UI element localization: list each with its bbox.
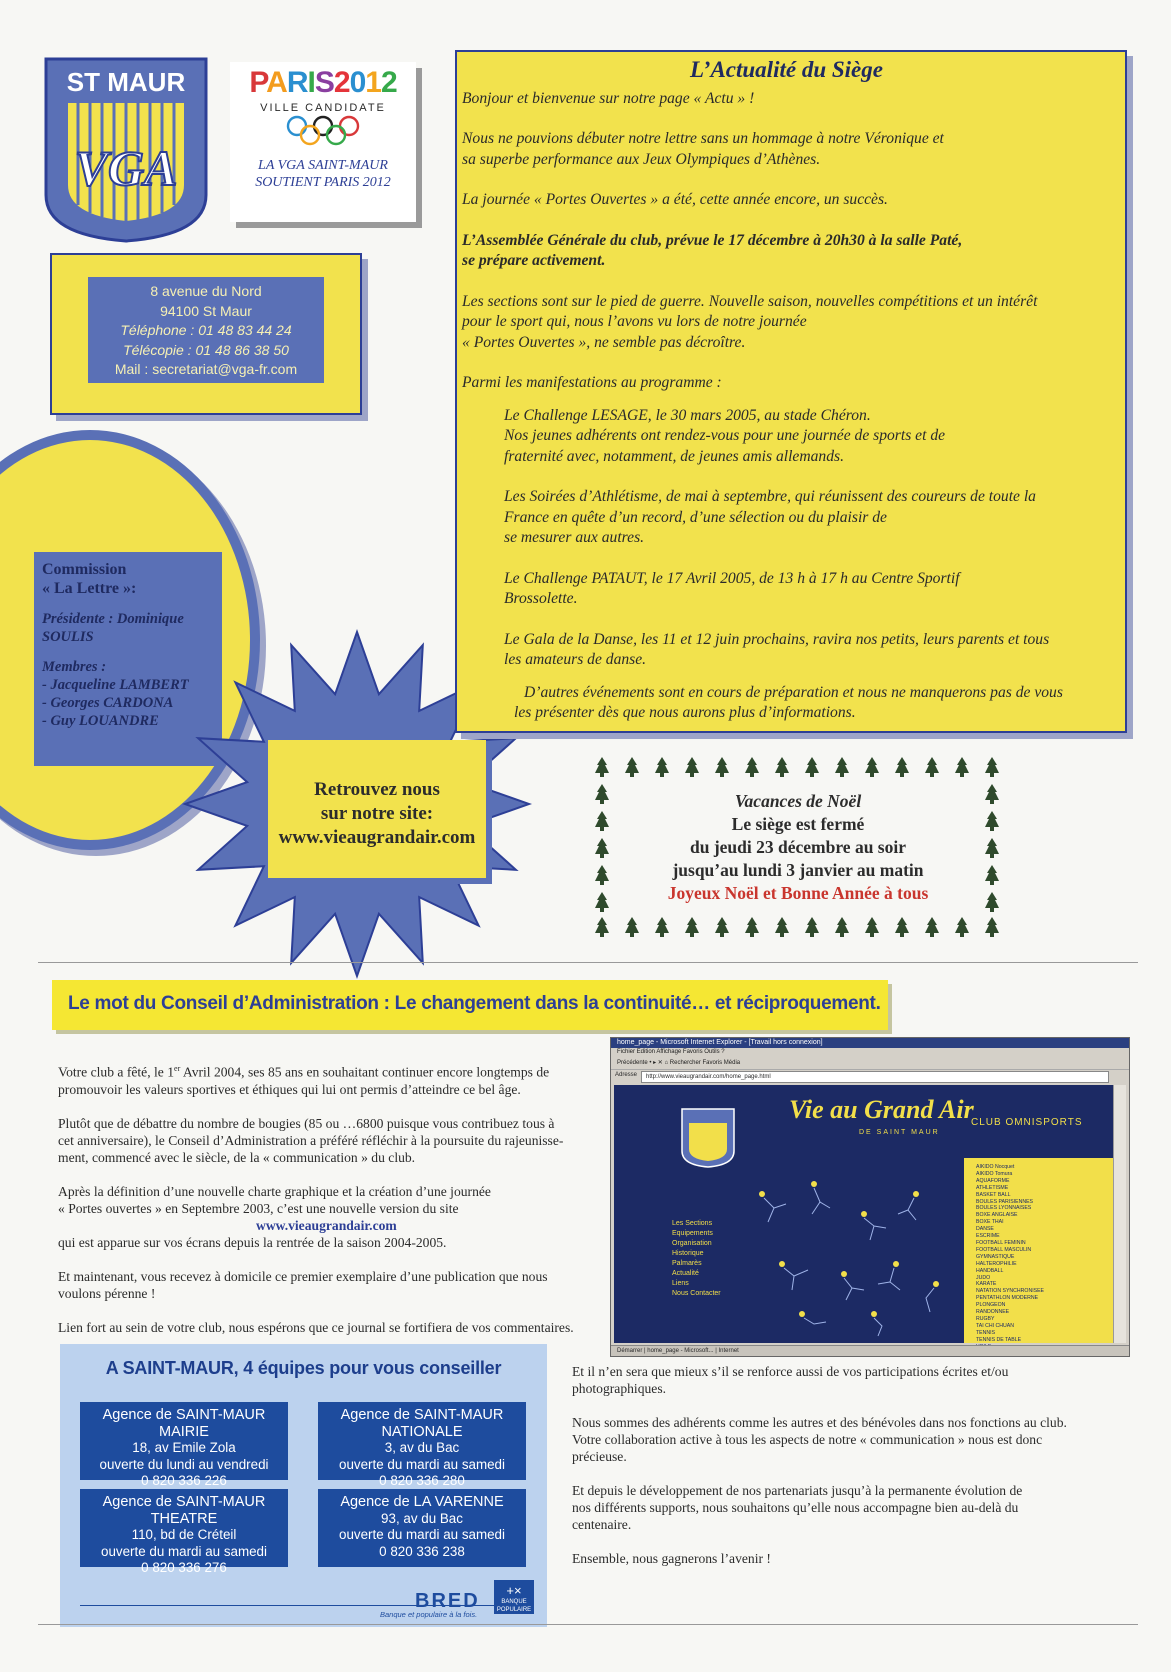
site-section-item[interactable]: BOXE THAI <box>976 1219 1004 1226</box>
site-section-item[interactable]: TENNIS <box>976 1329 996 1336</box>
tree-icon <box>925 757 939 777</box>
noel-line: Le siège est fermé <box>731 814 865 834</box>
tree-icon <box>595 757 609 777</box>
site-section-item[interactable]: BOULES PARISIENNES <box>976 1198 1033 1205</box>
site-section-item[interactable]: DANSE <box>976 1226 994 1233</box>
site-section-item[interactable]: FOOTBALL MASCULIN <box>976 1246 1032 1253</box>
conseil-paragraph: Lien fort au sein de votre club, nous espérons que ce journal se fortifiera de vos commentaires. <box>58 1319 574 1335</box>
agency-name: Agence de SAINT-MAUR MAIRIE <box>102 1407 266 1440</box>
tree-icon <box>985 838 999 858</box>
browser-address-label: Adresse <box>615 1072 638 1078</box>
tree-icon <box>595 838 609 858</box>
event-pataut: Le Challenge PATAUT, le 17 Avril 2005, de 13 h à 17 h au Centre Sportif Brossolette. <box>504 569 960 607</box>
agency-name: Agence de SAINT-MAUR THEATRE <box>102 1494 266 1527</box>
commission-title-line1: Commission <box>42 561 127 578</box>
agency-card <box>80 1489 288 1575</box>
tree-icon <box>685 757 699 777</box>
website-screenshot <box>610 1037 1130 1357</box>
tree-icon <box>865 917 879 937</box>
tree-icon <box>595 917 609 937</box>
agency-address: 93, av du Bac <box>381 1510 463 1526</box>
agency-phone: 0 820 336 226 <box>141 1473 227 1488</box>
tree-icon <box>595 811 609 831</box>
tree-icon <box>895 757 909 777</box>
site-section-item[interactable]: HANDBALL <box>976 1267 1004 1274</box>
agency-hours: ouverte du lundi au vendredi <box>99 1456 269 1472</box>
site-section-item[interactable]: RANDONNEE <box>976 1309 1010 1316</box>
paris-support-line1: LA VGA SAINT-MAUR <box>258 158 388 173</box>
site-nav-item[interactable]: Les Sections <box>672 1220 713 1227</box>
tree-icon <box>985 865 999 885</box>
tree-icon <box>655 917 669 937</box>
conseil-right-column <box>572 1363 1092 1584</box>
logo-mark-text: VGA <box>74 140 178 196</box>
address-fax: Télécopie : 01 48 86 38 50 <box>123 341 289 358</box>
address-box <box>88 277 324 383</box>
site-section-item[interactable]: TENNIS DE TABLE <box>976 1336 1022 1343</box>
tree-icon <box>625 757 639 777</box>
tree-icon <box>595 784 609 804</box>
conseil-paragraph: Et depuis le développement de nos partenariats jusqu’à la permanente évolution de nos différents supports, nous souhaitons qu’elle nous accompagne bien au-delà du centenaire. <box>572 1483 1023 1532</box>
browser-taskbar: Démarrer | home_page - Microsoft... | Internet <box>611 1345 1129 1356</box>
browser-scrollbar <box>1113 1085 1126 1343</box>
logo-top-text: ST MAUR <box>66 67 186 97</box>
paris-2012-title: PARIS2012 <box>249 66 397 99</box>
agency-address: 110, bd de Créteil <box>131 1527 237 1542</box>
conseil-paragraph: Votre club a fêté, le 1er Avril 2004, ses 85 ans en souhaitant continuer encore longtemps de promouvoir les valeurs sportives et éthiques qui lui ont permis d’atteindre ce bel âge. <box>58 1064 550 1097</box>
paris-subtitle: VILLE CANDIDATE <box>260 102 386 114</box>
site-nav <box>672 1219 721 1299</box>
conseil-paragraph: Ensemble, nous gagnerons l’avenir ! <box>572 1551 771 1566</box>
noel-wish: Joyeux Noël et Bonne Année à tous <box>667 883 929 903</box>
address-city: 94100 St Maur <box>160 302 252 319</box>
athletes-illustration <box>744 1158 964 1343</box>
noel-line: jusqu’au lundi 3 janvier au matin <box>672 860 924 880</box>
divider <box>38 962 1138 963</box>
paris-2012-card <box>230 62 416 222</box>
browser-menu: Fichier Edition Affichage Favoris Outils ? <box>617 1049 725 1055</box>
commission-title-line2: « La Lettre »: <box>42 580 137 597</box>
site-subtitle: DE SAINT MAUR <box>859 1129 940 1136</box>
tree-icon <box>595 865 609 885</box>
tree-icon <box>985 811 999 831</box>
tree-icon <box>715 917 729 937</box>
agency-phone: 0 820 336 276 <box>141 1560 227 1575</box>
bred-mark-text: BANQUE POPULAIRE <box>496 1599 532 1613</box>
actualite-paragraph: Parmi les manifestations au programme : <box>462 374 722 391</box>
site-nav-item[interactable]: Historique <box>672 1250 704 1257</box>
browser-toolbar: Précédente • ▸ ✕ ⌂ Rechercher Favoris Média <box>611 1057 1129 1070</box>
actualite-closing: D’autres événements sont en cours de préparation et nous ne manquerons pas de vous les présenter dès que nous aurons plus d’informations. <box>514 683 1063 721</box>
browser-address-field: http://www.vieaugrandair.com/home_page.html <box>641 1071 1109 1083</box>
actualite-paragraph: La journée « Portes Ouvertes » a été, cette année encore, un succès. <box>462 191 888 208</box>
tree-icon <box>715 757 729 777</box>
site-nav-item[interactable]: Actualité <box>672 1270 699 1277</box>
site-section-item[interactable]: BOULES LYONNAISES <box>976 1205 1032 1212</box>
tree-icon <box>745 757 759 777</box>
actualite-assemblee: L’Assemblée Générale du club, prévue le 17 décembre à 20h30 à la salle Paté, se prépare activement. <box>462 231 963 269</box>
conseil-paragraph: Nous sommes des adhérents comme les autres et des bénévoles dans nos fonctions au club. Votre collaboration active à tous les aspects de notre « communication » nous est donc précieuse. <box>572 1415 1067 1464</box>
event-athletisme: Les Soirées d’Athlétisme, de mai à septembre, qui réunissent des coureurs de toute la France en quête d’un record, d’une sélection ou du plaisir de se mesurer aux autres. <box>504 488 1036 546</box>
site-section-item[interactable]: AIKIDO Nocquet <box>976 1164 1015 1170</box>
site-section-item[interactable]: PENTATHLON MODERNE <box>976 1295 1039 1302</box>
tree-icon <box>985 784 999 804</box>
site-nav-item[interactable]: Nous Contacter <box>672 1290 721 1297</box>
tree-icon <box>745 917 759 937</box>
site-section-item[interactable]: PLONGEON <box>976 1302 1006 1309</box>
agency-name: Agence de SAINT-MAUR NATIONALE <box>340 1407 504 1440</box>
bred-logo: BRED <box>415 1590 480 1612</box>
site-section-item[interactable]: BOXE ANGLAISE <box>976 1212 1018 1219</box>
site-section-item[interactable]: TAI CHI CHUAN <box>976 1322 1014 1329</box>
tree-icon <box>805 917 819 937</box>
site-section-item[interactable]: ATHLETISME <box>976 1184 1009 1191</box>
tree-icon <box>835 757 849 777</box>
site-promo-url[interactable]: www.vieaugrandair.com <box>278 827 476 848</box>
tree-icon <box>985 892 999 912</box>
address-mail: Mail : secretariat@vga-fr.com <box>114 361 298 377</box>
paris-support-line2: SOUTIENT PARIS 2012 <box>255 175 391 190</box>
commission-members-label: Membres : <box>42 659 107 675</box>
tree-icon <box>955 757 969 777</box>
tree-icon <box>835 917 849 937</box>
commission-member: - Georges CARDONA <box>42 695 174 711</box>
commission-member: - Guy LOUANDRE <box>42 713 159 729</box>
address-street: 8 avenue du Nord <box>150 283 262 299</box>
actualite-paragraph: Bonjour et bienvenue sur notre page « Actu » ! <box>462 89 755 107</box>
plus-icon: +× <box>506 1583 522 1598</box>
agency-phone: 0 820 336 280 <box>379 1473 465 1488</box>
agency-card <box>318 1402 526 1488</box>
tree-icon <box>685 917 699 937</box>
conseil-paragraph: Plutôt que de débattre du nombre de bougies (85 ou …6800 puisque vous contribuez tous à cet anniversaire), le Conseil d’Administration a préféré réfléchir à la poursuite du rajeunisse- ment, commencé avec le siècle, de la « communication » du club. <box>58 1115 564 1165</box>
commission-president-label: Présidente : Dominique <box>42 611 184 627</box>
site-section-item[interactable]: AIKIDO Tomura <box>976 1170 1013 1177</box>
banque-populaire-logo <box>494 1580 534 1614</box>
tree-icon <box>985 757 999 777</box>
agency-hours: ouverte du mardi au samedi <box>339 1527 505 1542</box>
actualite-box <box>455 50 1127 733</box>
commission-member: - Jacqueline LAMBERT <box>42 677 189 693</box>
noel-box <box>620 790 976 905</box>
site-section-item[interactable]: HALTEROPHILIE <box>976 1260 1017 1267</box>
footer-divider <box>38 1624 1138 1625</box>
tree-icon <box>895 917 909 937</box>
agency-card <box>80 1402 288 1488</box>
site-promo-line1: Retrouvez nous <box>314 779 440 800</box>
actualite-paragraph: Les sections sont sur le pied de guerre. Nouvelle saison, nouvelles compétitions et un intérêt pour le sport qui, nous l’avons vu lors de notre journée « Portes Ouvertes », ne semble pas décroître. <box>462 292 1038 351</box>
site-section-item[interactable]: AQUAFORME <box>976 1177 1010 1184</box>
bred-title: A SAINT-MAUR, 4 équipes pour vous conseiller <box>105 1358 502 1378</box>
tree-icon <box>595 892 609 912</box>
conseil-paragraph: Après la définition d’une nouvelle charte graphique et la création d’une journée « Portes ouvertes » en Septembre 2003, c’est une nouvelle version du site www.vieaugrandair.com qui est apparue sur vos écrans depuis la rentrée de la saison 2004-2005. <box>58 1183 491 1250</box>
site-section-item[interactable]: RUGBY <box>976 1315 995 1322</box>
tree-icon <box>925 917 939 937</box>
commission-president-name: SOULIS <box>42 629 94 645</box>
event-lesage: Le Challenge LESAGE, le 30 mars 2005, au stade Chéron. Nos jeunes adhérents ont rendez-vous pour une journée de sports et de fraternité avec, notamment, de jeunes amis allemands. <box>504 406 946 465</box>
browser-title-bar: home_page - Microsoft Internet Explorer - [Travail hors connexion] <box>611 1038 1129 1048</box>
tree-icon <box>985 917 999 937</box>
agency-hours: ouverte du mardi au samedi <box>339 1456 505 1472</box>
site-title: Vie au Grand Air <box>789 1095 974 1124</box>
agency-address: 3, av du Bac <box>384 1440 460 1455</box>
conseil-paragraph: Et il n’en sera que mieux s’il se renforce aussi de vos participations écrites et/ou photographiques. <box>572 1364 1009 1396</box>
bred-ad <box>60 1344 547 1627</box>
site-section-item[interactable]: ESCRIME <box>976 1233 1000 1240</box>
conseil-title: Le mot du Conseil d’Administration : Le changement dans la continuité… et réciproquement. <box>68 993 881 1014</box>
noel-title: Vacances de Noël <box>734 791 862 811</box>
site-nav-item[interactable]: Organisation <box>672 1240 712 1247</box>
noel-line: du jeudi 23 décembre au soir <box>690 837 906 857</box>
agency-phone: 0 820 336 238 <box>379 1543 465 1559</box>
site-nav-item[interactable]: Liens <box>672 1280 689 1287</box>
site-promo-box <box>268 740 486 878</box>
tree-icon <box>625 917 639 937</box>
site-nav-item[interactable]: Equipements <box>672 1230 713 1237</box>
agency-name: Agence de LA VARENNE <box>340 1494 504 1510</box>
vga-logo <box>42 55 210 245</box>
site-section-item[interactable]: GYMNASTIQUE <box>976 1253 1015 1260</box>
event-gala: Le Gala de la Danse, les 11 et 12 juin prochains, ravira nos petits, leurs parents et tous les amateurs de danse. <box>504 630 1050 668</box>
bred-tagline: Banque et populaire à la fois. <box>380 1610 478 1619</box>
site-section-item[interactable]: BASKET BALL <box>976 1191 1011 1198</box>
agency-card <box>318 1489 526 1567</box>
conseil-left-column <box>58 1060 608 1353</box>
site-promo-line2: sur notre site: <box>320 803 434 824</box>
website-page <box>614 1085 1114 1343</box>
site-logo <box>680 1107 736 1169</box>
olympic-rings-icon <box>283 114 363 148</box>
site-nav-item[interactable]: Palmarès <box>672 1260 702 1267</box>
tree-icon <box>775 757 789 777</box>
actualite-paragraph: Nous ne pouvions débuter notre lettre sans un hommage à notre Véronique et sa superbe performance aux Jeux Olympiques d’Athènes. <box>462 130 944 168</box>
browser-address-row <box>611 1071 1129 1083</box>
site-illustration <box>744 1158 964 1343</box>
tree-icon <box>865 757 879 777</box>
agency-hours: ouverte du mardi au samedi <box>101 1543 267 1559</box>
site-section-item[interactable]: NATATION SYNCHRONISEE <box>976 1288 1045 1295</box>
site-section-item[interactable]: JUDO <box>976 1274 991 1281</box>
tree-icon <box>805 757 819 777</box>
agency-address: 18, av Emile Zola <box>132 1440 236 1455</box>
address-phone: Téléphone : 01 48 83 44 24 <box>120 322 292 338</box>
site-section-item[interactable]: KARATE <box>976 1281 997 1288</box>
site-link[interactable]: www.vieaugrandair.com <box>256 1217 397 1233</box>
actualite-title: L’Actualité du Siège <box>690 57 883 82</box>
tree-icon <box>775 917 789 937</box>
site-club-label: CLUB OMNISPORTS <box>971 1117 1083 1128</box>
site-sections-list <box>976 1164 1046 1357</box>
tree-icon <box>655 757 669 777</box>
site-section-item[interactable]: FOOTBALL FEMININ <box>976 1239 1026 1246</box>
tree-icon <box>955 917 969 937</box>
conseil-paragraph: Et maintenant, vous recevez à domicile ce premier exemplaire d’une publication que nous voulons pérenne ! <box>58 1268 548 1301</box>
